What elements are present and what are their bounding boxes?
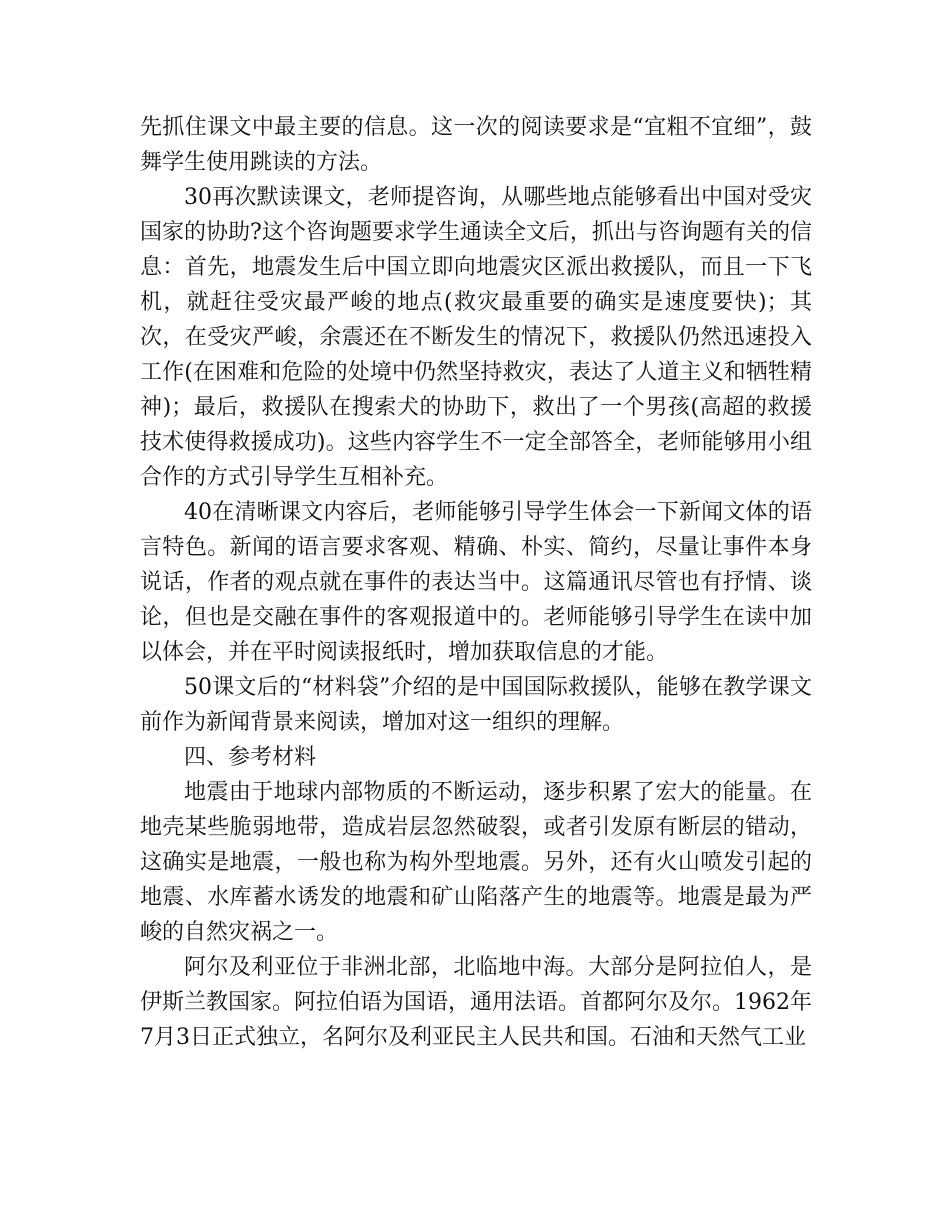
paragraph-continuation: 先抓住课文中最主要的信息。这一次的阅读要求是“宜粗不宜细”，鼓舞学生使用跳读的方法。 <box>140 115 812 175</box>
paragraph-step-3: 30再次默读课文，老师提咨询，从哪些地点能够看出中国对受灾国家的协助?这个咨询题要求学生通读全文后，抓出与咨询题有关的信息：首先，地震发生后中国立即向地震灾区派出救援队，而且一下飞机，就赶往受灾最严峻的地点(救灾最重要的确实是速度要快)；其次，在受灾严峻，余震还在不断发生的情况下，救援队仍然迅速投入工作(在困难和危险的处境中仍然坚持救灾，表达了人道主义和牺牲精神)；最后，救援队在搜索犬的协助下，救出了一个男孩(高超的救援技术使得救援成功)。这些内容学生不一定全部答全，老师能够用小组合作的方式引导学生互相补充。 <box>140 185 812 490</box>
paragraph-step-4: 40在清晰课文内容后，老师能够引导学生体会一下新闻文体的语言特色。新闻的语言要求客观、精确、朴实、简约，尽量让事件本身说话，作者的观点就在事件的表达当中。这篇通讯尽管也有抒情、谈论，但也是交融在事件的客观报道中的。老师能够引导学生在读中加以体会，并在平时阅读报纸时，增加获取信息的才能。 <box>140 500 812 665</box>
paragraph-earthquake: 地震由于地球内部物质的不断运动，逐步积累了宏大的能量。在地壳某些脆弱地带，造成岩层忽然破裂，或者引发原有断层的错动，这确实是地震，一般也称为构外型地震。另外，还有火山喷发引起的地震、水库蓄水诱发的地震和矿山陷落产生的地震等。地震是最为严峻的自然灾祸之一。 <box>140 780 812 945</box>
document-body <box>140 110 812 1055</box>
paragraph-algeria: 阿尔及利亚位于非洲北部，北临地中海。大部分是阿拉伯人，是伊斯兰教国家。阿拉伯语为国语，通用法语。首都阿尔及尔。1962年7月3日正式独立，名阿尔及利亚民主人民共和国。石油和天然气工业 <box>140 955 812 1050</box>
paragraph-step-5: 50课文后的“材料袋”介绍的是中国国际救援队，能够在教学课文前作为新闻背景来阅读，增加对这一组织的理解。 <box>140 675 812 735</box>
section-heading-reference-materials: 四、参考材料 <box>184 745 317 770</box>
